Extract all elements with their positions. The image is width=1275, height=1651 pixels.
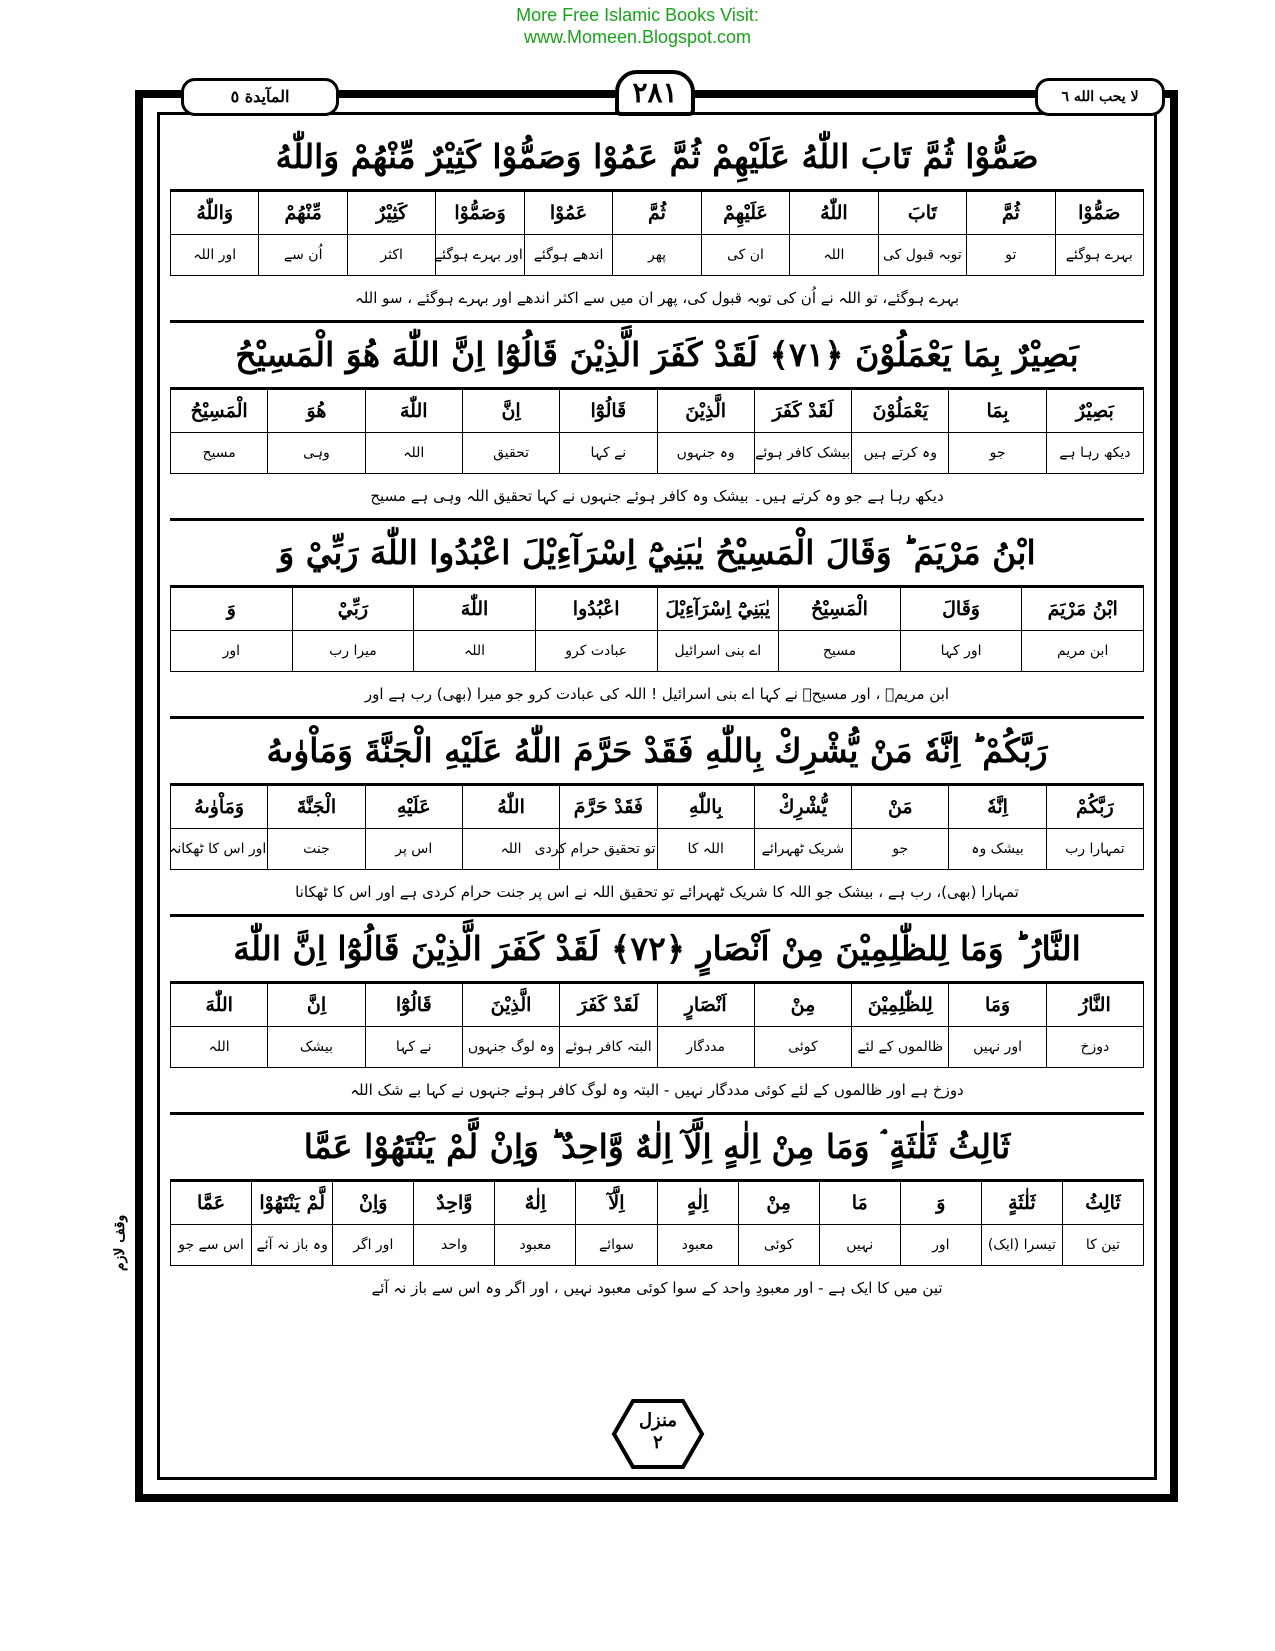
urdu-meaning-cell: کوئی [738,1225,819,1266]
arabic-verse-line: ثَالِثُ ثَلٰثَةٍ ۘ وَمَا مِنْ اِلٰهٍ اِلَّآ اِلٰهٌ وَّاحِدٌ ؕ وَاِنْ لَّمْ يَنْتَهُوْا عَمَّا [170,1115,1144,1181]
urdu-meaning-cell: البتہ کافر ہوئے [560,1027,657,1068]
word-by-word-table [170,191,1144,276]
arabic-word-cell: وَمَا [949,984,1046,1027]
urdu-meaning-cell: توبہ قبول کی [878,235,966,276]
urdu-meaning-cell: دیکھ رہا ہے [1046,433,1143,474]
urdu-meaning-cell: مددگار [657,1027,754,1068]
word-by-word-table [170,587,1144,672]
urdu-meanings-row [171,1225,1144,1266]
arabic-word-cell: يُّشْرِكْ [754,786,851,829]
urdu-meaning-cell: بیشک [268,1027,365,1068]
arabic-word-cell: تَابَ [878,192,966,235]
arabic-word-cell: اِنَّ [268,984,365,1027]
arabic-word-cell: لَقَدْ كَفَرَ [754,390,851,433]
urdu-meaning-cell: اور اس کا ٹھکانہ [171,829,268,870]
arabic-word-cell: لَقَدْ كَفَرَ [560,984,657,1027]
urdu-meaning-cell: کوئی [754,1027,851,1068]
manzil-label: منزل [638,1410,678,1431]
arabic-word-cell: بَصِيْرٌ [1046,390,1143,433]
arabic-word-cell: عَمُوْا [524,192,612,235]
verse-section [170,521,1144,719]
arabic-word-cell: كَثِيْرٌ [347,192,435,235]
arabic-word-cell: الْجَنَّةَ [268,786,365,829]
urdu-meaning-cell: معبود [495,1225,576,1266]
urdu-meanings-row [171,433,1144,474]
urdu-meaning-cell: اکثر [347,235,435,276]
urdu-meaning-cell: شریک ٹھہرائے [754,829,851,870]
urdu-meaning-cell: بیشک وہ [949,829,1046,870]
urdu-meaning-cell: اللہ [462,829,559,870]
urdu-meaning-cell: اے بنی اسرائیل [657,631,779,672]
urdu-meaning-cell: نے کہا [365,1027,462,1068]
urdu-translation-line: تین میں کا ایک ہے - اور معبودِ واحد کے سوا کوئی معبود نہیں ، اور اگر وہ اس سے باز نہ آئے [371,1279,943,1297]
urdu-meaning-cell: جو [949,433,1046,474]
arabic-word-cell: مِنْ [738,1182,819,1225]
manzil-badge [611,1398,705,1470]
urdu-meaning-cell: اللہ [414,631,536,672]
arabic-words-row [171,390,1144,433]
urdu-meaning-cell: اور [171,631,293,672]
arabic-word-cell: اللّٰهُ [790,192,878,235]
urdu-meaning-cell: اور اگر [333,1225,414,1266]
arabic-word-cell: اللّٰهَ [365,390,462,433]
word-by-word-table [170,983,1144,1068]
verse-section [170,1115,1144,1310]
urdu-meaning-cell: نہیں [819,1225,900,1266]
urdu-meaning-cell: جنت [268,829,365,870]
urdu-meaning-cell: اللہ [171,1027,268,1068]
verse-section [170,323,1144,521]
arabic-word-cell: عَلَيْهِ [365,786,462,829]
arabic-word-cell: وَمَاْوٰىهُ [171,786,268,829]
urdu-meaning-cell: مسیح [171,433,268,474]
arabic-verse-line: النَّارُ ؕ وَمَا لِلظّٰلِمِيْنَ مِنْ اَنْصَارٍ ﴿٧٢﴾ لَقَدْ كَفَرَ الَّذِيْنَ قَالُوْٓا اِنَّ اللّٰهَ [170,917,1144,983]
arabic-word-cell: وَّاحِدٌ [414,1182,495,1225]
urdu-meaning-cell: وہ جنہوں [657,433,754,474]
urdu-meaning-cell: اللہ [365,433,462,474]
urdu-meaning-cell: تین کا [1062,1225,1143,1266]
arabic-word-cell: ثُمَّ [613,192,701,235]
arabic-word-cell: صَمُّوْا [1055,192,1143,235]
urdu-meaning-cell: جو [852,829,949,870]
urdu-meaning-cell: تمہارا رب [1046,829,1143,870]
urdu-translation-line: تمہارا (بھی)، رب ہے ، بیشک جو اللہ کا شریک ٹھہرائے تو تحقیق اللہ نے اس پر جنت حرام کردی ہے اور اس کا ٹھکانا [295,883,1019,901]
arabic-word-cell: عَمَّا [171,1182,252,1225]
manzil-number: ٢ [653,1432,663,1453]
urdu-meaning-cell: اللہ کا [657,829,754,870]
urdu-meaning-cell: اور کہا [900,631,1022,672]
arabic-word-cell: قَالُوْٓا [560,390,657,433]
arabic-word-cell: اِلٰهٍ [657,1182,738,1225]
promo-link[interactable]: www.Momeen.Blogspot.com [523,27,752,47]
arabic-word-cell: يٰبَنِيْٓ اِسْرَآءِيْلَ [657,588,779,631]
urdu-meaning-cell: تو تحقیق حرام کردی [560,829,657,870]
urdu-meaning-cell: ان کی [701,235,789,276]
urdu-meaning-cell: اس پر [365,829,462,870]
arabic-word-cell: مَنْ [852,786,949,829]
arabic-word-cell: النَّارُ [1046,984,1143,1027]
arabic-word-cell: ثُمَّ [967,192,1055,235]
urdu-meaning-cell: دوزخ [1046,1027,1143,1068]
verse-section [170,125,1144,323]
urdu-meanings-row [171,631,1144,672]
urdu-translation-line: ابن مریمؑ ، اور مسیحؑ نے کہا اے بنی اسرائیل ! اللہ کی عبادت کرو جو میرا (بھی) رب ہے اور [364,685,950,703]
arabic-word-cell: مِّنْهُمْ [259,192,347,235]
urdu-meanings-row [171,829,1144,870]
urdu-translation-line: دیکھ رہا ہے جو وہ کرتے ہیں۔ بیشک وہ کافر ہوئے جنہوں نے کہا تحقیق اللہ وہی ہے مسیح [370,487,944,505]
urdu-meaning-cell: اور [900,1225,981,1266]
arabic-words-row [171,984,1144,1027]
urdu-meanings-row [171,235,1144,276]
arabic-words-row [171,588,1144,631]
urdu-meaning-cell: اللہ [790,235,878,276]
arabic-words-row [171,192,1144,235]
arabic-word-cell: وَصَمُّوْا [436,192,524,235]
promo-banner [0,4,1275,48]
arabic-word-cell: بِاللّٰهِ [657,786,754,829]
arabic-verse-line: ابْنُ مَرْيَمَ ؕ وَقَالَ الْمَسِيْحُ يٰبَنِيْٓ اِسْرَآءِيْلَ اعْبُدُوا اللّٰهَ رَبِّيْ وَ [170,521,1144,587]
arabic-word-cell: رَبَّكُمْ [1046,786,1143,829]
arabic-words-row [171,1182,1144,1225]
arabic-verse-line: رَبَّكُمْ ؕ اِنَّهٗ مَنْ يُّشْرِكْ بِاللّٰهِ فَقَدْ حَرَّمَ اللّٰهُ عَلَيْهِ الْجَنَّةَ وَمَاْوٰىهُ [170,719,1144,785]
arabic-word-cell: الَّذِيْنَ [462,984,559,1027]
urdu-meaning-cell: اُن سے [259,235,347,276]
urdu-meaning-cell: بیشک کافر ہوئے [754,433,851,474]
arabic-word-cell: مَا [819,1182,900,1225]
urdu-meaning-cell: اور اللہ [171,235,259,276]
verse-section [170,917,1144,1115]
urdu-translation-line: بہرے ہوگئے، تو اللہ نے اُن کی توبہ قبول کی، پھر ان میں سے اکثر اندھے اور بہرے ہوگئے ، سو اللہ [354,289,960,307]
arabic-word-cell: لَّمْ يَنْتَهُوْا [252,1182,333,1225]
arabic-verse-line: صَمُّوْا ثُمَّ تَابَ اللّٰهُ عَلَيْهِمْ ثُمَّ عَمُوْا وَصَمُّوْا كَثِيْرٌ مِّنْهُمْ وَاللّٰهُ [170,125,1144,191]
arabic-word-cell: اعْبُدُوا [535,588,657,631]
urdu-meaning-cell: ظالموں کے لئے [852,1027,949,1068]
urdu-meaning-cell: اور نہیں [949,1027,1046,1068]
arabic-word-cell: اِنَّ [462,390,559,433]
word-by-word-table [170,1181,1144,1266]
arabic-word-cell: يَعْمَلُوْنَ [852,390,949,433]
arabic-word-cell: لِلظّٰلِمِيْنَ [852,984,949,1027]
arabic-verse-line: بَصِيْرٌ بِمَا يَعْمَلُوْنَ ﴿٧١﴾ لَقَدْ كَفَرَ الَّذِيْنَ قَالُوْٓا اِنَّ اللّٰهَ هُوَ الْمَسِيْحُ [170,323,1144,389]
arabic-word-cell: اللّٰهُ [462,786,559,829]
urdu-meaning-cell: اندھے ہوگئے [524,235,612,276]
promo-line-1: More Free Islamic Books Visit: [516,5,759,25]
arabic-words-row [171,786,1144,829]
word-by-word-table [170,389,1144,474]
sura-name-label: المآيدة ٥ [181,78,339,116]
urdu-translation-line: دوزخ ہے اور ظالموں کے لئے کوئی مددگار نہیں - البتہ وہ لوگ کافر ہوئے جنہوں نے کہا بے شک اللہ [350,1081,964,1099]
arabic-word-cell: اَنْصَارٍ [657,984,754,1027]
arabic-word-cell: هُوَ [268,390,365,433]
urdu-meaning-cell: بہرے ہوگئے [1055,235,1143,276]
urdu-meaning-cell: مسیح [779,631,901,672]
urdu-meaning-cell: وہ باز نہ آئے [252,1225,333,1266]
verse-section [170,719,1144,917]
arabic-word-cell: الْمَسِيْحُ [171,390,268,433]
arabic-word-cell: فَقَدْ حَرَّمَ [560,786,657,829]
arabic-word-cell: الَّذِيْنَ [657,390,754,433]
urdu-meaning-cell: معبود [657,1225,738,1266]
urdu-meaning-cell: واحد [414,1225,495,1266]
arabic-word-cell: قَالُوْٓا [365,984,462,1027]
urdu-meaning-cell: تیسرا (ایک) [981,1225,1062,1266]
urdu-meaning-cell: ابن مریم [1022,631,1144,672]
arabic-word-cell: وَ [171,588,293,631]
urdu-meaning-cell: وہ لوگ جنہوں [462,1027,559,1068]
urdu-meaning-cell: وہ کرتے ہیں [852,433,949,474]
arabic-word-cell: ثَلٰثَةٍ [981,1182,1062,1225]
urdu-meaning-cell: تحقیق [462,433,559,474]
urdu-meaning-cell: تو [967,235,1055,276]
arabic-word-cell: ثَالِثُ [1062,1182,1143,1225]
arabic-word-cell: اللّٰهَ [171,984,268,1027]
arabic-word-cell: اللّٰهَ [414,588,536,631]
urdu-meaning-cell: پھر [613,235,701,276]
page-number: ٢٨١ [615,70,695,116]
arabic-word-cell: مِنْ [754,984,851,1027]
urdu-meaning-cell: سوائے [576,1225,657,1266]
arabic-word-cell: ابْنُ مَرْيَمَ [1022,588,1144,631]
urdu-meaning-cell: اور بہرے ہوگئے [436,235,524,276]
arabic-word-cell: وَقَالَ [900,588,1022,631]
urdu-meaning-cell: وہی [268,433,365,474]
arabic-word-cell: الْمَسِيْحُ [779,588,901,631]
urdu-meaning-cell: نے کہا [560,433,657,474]
urdu-meaning-cell: عبادت کرو [535,631,657,672]
arabic-word-cell: رَبِّيْ [292,588,414,631]
arabic-word-cell: عَلَيْهِمْ [701,192,789,235]
word-by-word-table [170,785,1144,870]
arabic-word-cell: اِنَّهٗ [949,786,1046,829]
arabic-word-cell: اِلٰهٌ [495,1182,576,1225]
urdu-meanings-row [171,1027,1144,1068]
urdu-meaning-cell: میرا رب [292,631,414,672]
juz-name-label: لا يحب الله ٦ [1035,78,1165,116]
page-content [170,125,1144,1310]
urdu-meaning-cell: اس سے جو [171,1225,252,1266]
arabic-word-cell: وَ [900,1182,981,1225]
margin-note-waqf-lazim: وقف لازم [112,1214,128,1272]
arabic-word-cell: اِلَّآ [576,1182,657,1225]
arabic-word-cell: بِمَا [949,390,1046,433]
arabic-word-cell: وَاِنْ [333,1182,414,1225]
arabic-word-cell: وَاللّٰهُ [171,192,259,235]
